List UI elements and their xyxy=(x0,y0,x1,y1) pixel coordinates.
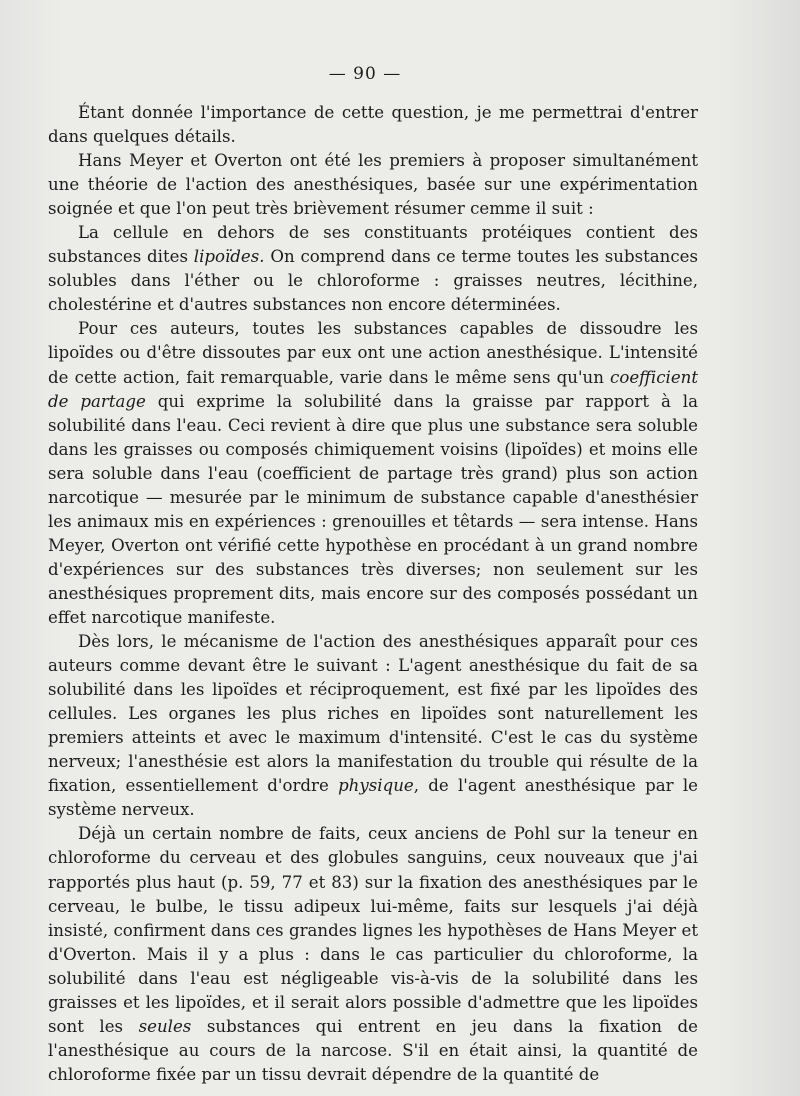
body-text xyxy=(48,101,698,1087)
italic-term: seules xyxy=(138,1016,192,1036)
text-run: Dès lors, le mécanisme de l'action des anesthésiques apparaît pour ces auteurs comme devant être le suivant : L'agent anesthésique du fait de sa solubilité dans les lipoïdes et réciproquement, est fixé par les lipoïdes des cellules. Les organes les plus riches en lipoïdes sont naturellement les premiers atteints et avec le maximum d'intensité. C'est le cas du système nerveux; l'anesthésie est alors la manifestation du trouble qui résulte de la fixation, essentiellement d'ordre xyxy=(48,632,698,796)
italic-term: coefficient de partage xyxy=(48,367,698,411)
text-run: Pour ces auteurs, toutes les substances capables de dissoudre les lipoïdes ou d'être dissoutes par eux ont une action anesthésique. L'intensité de cette action, fait remarquable, varie dans le même sens qu'un xyxy=(48,319,698,387)
text-run: Déjà un certain nombre de faits, ceux anciens de Pohl sur la teneur en chloroforme du cerveau et des globules sanguins, ceux nouveaux que j'ai rapportés plus haut (p. 59, 77 et 83) sur la fixation des anesthésiques par le cerveau, le bulbe, le tissu adipeux lui-même, faits sur lesquels j'ai déjà insisté, confirment dans ces grandes lignes les hypothèses de Hans Meyer et d'Overton. Mais il y a plus : dans le cas particulier du chloroforme, la solubilité dans l'eau est négligeable vis-à-vis de la solubilité dans les graisses et les lipoïdes, et il serait alors possible d'admettre que les lipoïdes sont les xyxy=(48,824,698,1036)
italic-term: lipoïdes. xyxy=(193,247,265,267)
text-run: qui exprime la solubilité dans la graisse par rapport à la solubilité dans l'eau. Ceci revient à dire que plus une substance sera soluble dans les graisses ou composés chimiquement voisins (lipoïdes) et moins elle sera soluble dans l'eau (coefficient de partage très grand) plus son action narcotique — mesurée par le minimum de substance capable d'anesthésier les animaux mis en expériences : grenouilles et têtards — sera intense. Hans Meyer, Overton ont vérifié cette hypothèse en procédant à un grand nombre d'expériences sur des substances très diverses; non seulement sur les anesthésiques proprement dits, mais encore sur des composés possédant un effet narcotique manifeste. xyxy=(48,391,698,627)
paragraph xyxy=(48,630,698,822)
text-run: Hans Meyer et Overton ont été les premiers à proposer simultanément une théorie de l'action des anesthésiques, basée sur une expérimentation soignée et que l'on peut très brièvement résumer cemme il suit : xyxy=(48,151,698,219)
text-run: On comprend dans ce terme toutes les substances solubles dans l'éther ou le chloroforme : graisses neutres, lécithine, cholestérine et d'autres substances non encore déterminées. xyxy=(48,247,698,315)
paragraph xyxy=(48,822,698,1087)
paragraph xyxy=(48,101,698,149)
paragraph xyxy=(48,221,698,317)
paragraph xyxy=(48,149,698,221)
italic-term: physique xyxy=(338,776,414,796)
text-run: , de l'agent anesthésique par le système nerveux. xyxy=(48,776,698,820)
paragraph xyxy=(48,317,698,630)
text-run: La cellule en dehors de ses constituants protéiques contient des substances dites xyxy=(48,223,698,267)
text-run: Étant donnée l'importance de cette question, je me permettrai d'entrer dans quelques détails. xyxy=(48,103,698,147)
page-number: — 90 — xyxy=(328,64,402,84)
text-run: substances qui entrent en jeu dans la fixation de l'anesthésique au cours de la narcose. S'il en était ainsi, la quantité de chloroforme fixée par un tissu devrait dépendre de la quantité de xyxy=(48,1016,698,1084)
